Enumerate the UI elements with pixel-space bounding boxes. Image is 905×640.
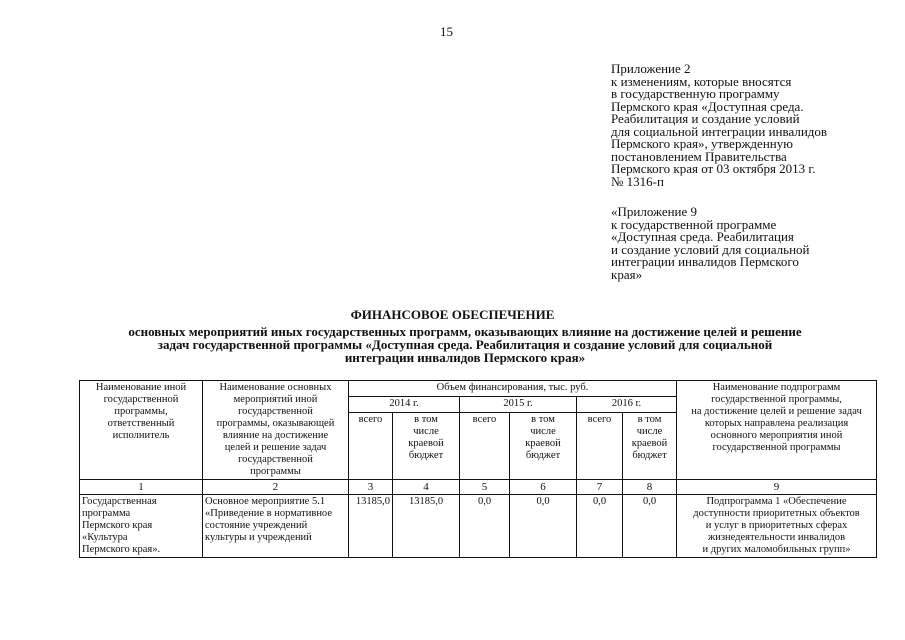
appendix-9-line: интеграции инвалидов Пермского <box>611 254 799 269</box>
value-total-2014: 13185,0 <box>349 495 393 558</box>
header-program-name: Наименование иной государственной программы, ответственный исполнитель <box>80 381 203 480</box>
subprogram-name-cell: Подпрограмма 1 «Обеспечение доступности приоритетных объектов и услуг в приоритетных сферах жизнедеятельности инвалидов и других маломобильных групп» <box>677 495 877 558</box>
financing-table <box>79 380 877 558</box>
appendix-9-line: и создание условий для социальной <box>611 241 810 257</box>
column-number: 9 <box>677 480 877 495</box>
appendix-2-block <box>611 63 881 188</box>
page-number: 15 <box>440 24 453 39</box>
appendix-9-line: края» <box>611 266 643 282</box>
value-regional-2015: 0,0 <box>510 495 577 558</box>
subtitle-line: основных мероприятий иных государственных программ, оказывающих влияние на достижение целей и решение <box>128 324 802 339</box>
header-year-2015: 2015 г. <box>460 396 577 412</box>
appendix-2-line: Реабилитация и создание условий <box>611 111 800 126</box>
column-number: 2 <box>203 480 349 495</box>
value-total-2015: 0,0 <box>460 495 510 558</box>
activity-name-cell: Основное мероприятие 5.1 «Приведение в нормативное состояние учреждений культуры и учреждений <box>203 495 349 558</box>
appendix-9-block <box>611 206 881 281</box>
header-total-2015: всего <box>460 412 510 479</box>
header-total-2016: всего <box>577 412 623 479</box>
appendix-2-line: к изменениям, которые вносятся <box>611 73 792 89</box>
column-number-row <box>80 480 877 495</box>
header-funding: Объем финансирования, тыс. руб. <box>349 381 677 397</box>
header-year-2014: 2014 г. <box>349 396 460 412</box>
document-title: ФИНАНСОВОЕ ОБЕСПЕЧЕНИЕ <box>350 307 555 322</box>
appendix-2-line: Пермского края», утвержденную <box>611 136 793 151</box>
appendix-2-line: № 1316-п <box>611 173 664 189</box>
header-total-2014: всего <box>349 412 393 479</box>
header-activity-name: Наименование основных мероприятий иной государственной программы, оказывающей влияние на достижение целей и решение задач государственной программы <box>203 381 349 480</box>
table-row <box>80 495 877 558</box>
appendix-9-line: «Приложение 9 <box>611 204 698 219</box>
header-regional-2016: в том числе краевой бюджет <box>623 412 677 479</box>
subtitle-line: интеграции инвалидов Пермского края» <box>344 350 586 365</box>
appendix-2-line: Приложение 2 <box>611 61 691 76</box>
header-regional-2014: в том числе краевой бюджет <box>393 412 460 479</box>
appendix-2-line: Пермского края «Доступная среда. <box>611 98 804 114</box>
value-regional-2016: 0,0 <box>623 495 677 558</box>
appendix-9-line: к государственной программе <box>611 216 777 232</box>
appendix-2-line: в государственную программу <box>611 86 780 101</box>
column-number: 8 <box>623 480 677 495</box>
column-number: 5 <box>460 480 510 495</box>
column-number: 4 <box>393 480 460 495</box>
value-regional-2014: 13185,0 <box>393 495 460 558</box>
column-number: 6 <box>510 480 577 495</box>
header-regional-2015: в том числе краевой бюджет <box>510 412 577 479</box>
column-number: 3 <box>349 480 393 495</box>
appendix-2-line: постановлением Правительства <box>611 148 787 164</box>
header-subprogram-name: Наименование подпрограмм государственной программы, на достижение целей и решение задач которых направлена реализация основного мероприятия иной государственной программы <box>677 381 877 480</box>
appendix-2-line: Пермского края от 03 октября 2013 г. <box>611 161 816 176</box>
value-total-2016: 0,0 <box>577 495 623 558</box>
appendix-2-line: для социальной интеграции инвалидов <box>611 123 828 139</box>
subtitle-line: задач государственной программы «Доступная среда. Реабилитация и создание условий для социальной <box>157 337 773 352</box>
header-year-2016: 2016 г. <box>577 396 677 412</box>
document-subtitle <box>60 325 870 364</box>
program-name-cell: Государственная программа Пермского края «Культура Пермского края». <box>80 495 203 558</box>
column-number: 1 <box>80 480 203 495</box>
column-number: 7 <box>577 480 623 495</box>
appendix-9-line: «Доступная среда. Реабилитация <box>611 229 794 244</box>
